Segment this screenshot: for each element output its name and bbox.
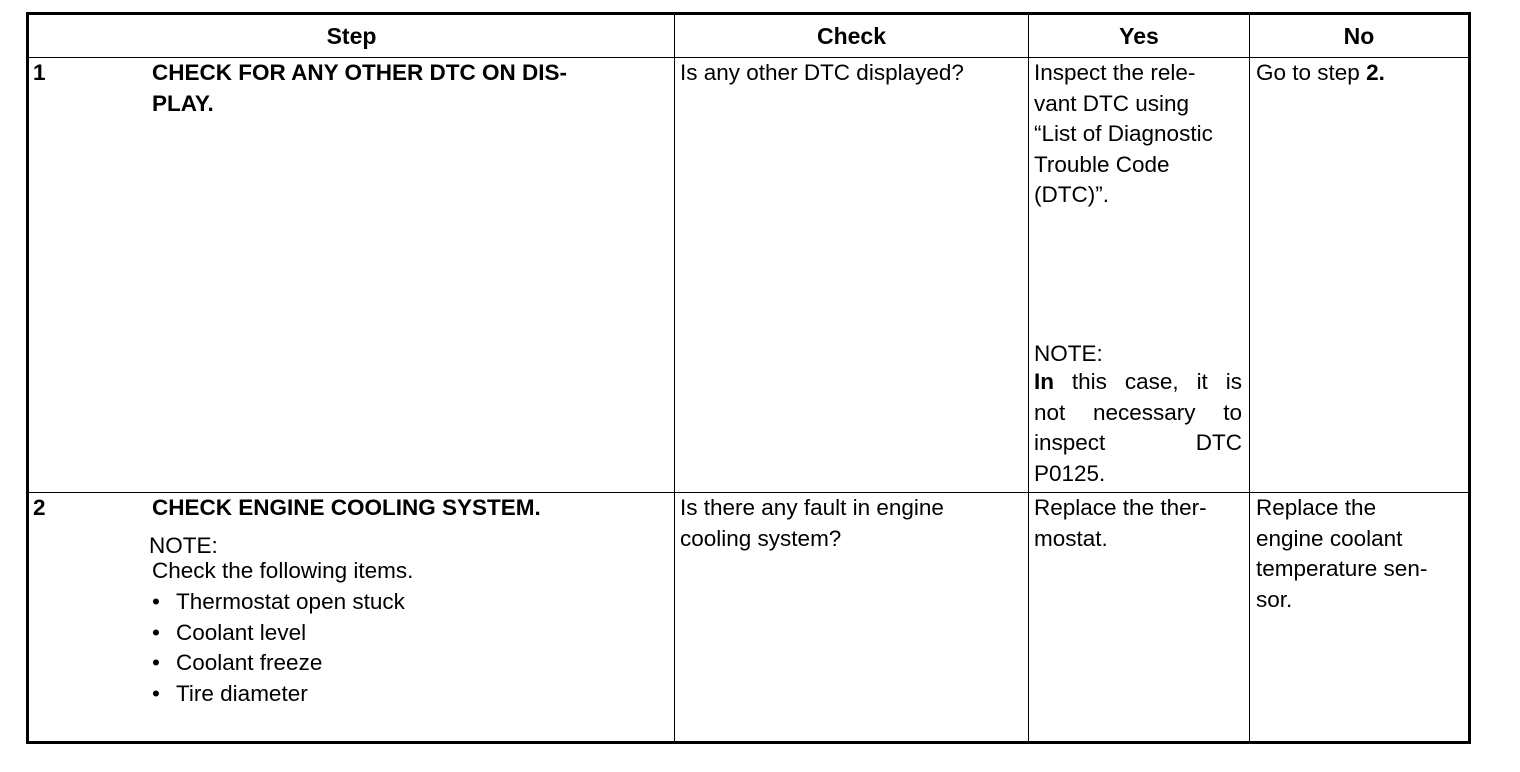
note-word: case, xyxy=(1124,369,1179,394)
header-step: Step xyxy=(326,23,377,49)
bullet-icon: • xyxy=(152,650,160,675)
justified-line xyxy=(1034,367,1242,398)
no-action: Replace the engine coolant temperature sen- sor. xyxy=(1256,495,1428,612)
note-word: inspect xyxy=(1034,430,1106,455)
note-word: it xyxy=(1196,369,1208,394)
no-action-step: 2. xyxy=(1366,60,1385,85)
step-title: CHECK FOR ANY OTHER DTC ON DIS- PLAY. xyxy=(152,60,568,116)
check-items-list xyxy=(152,587,662,709)
diagnostic-table xyxy=(26,12,1471,744)
step-title: CHECK ENGINE COOLING SYSTEM. xyxy=(152,495,541,520)
bullet-icon: • xyxy=(152,680,160,706)
list-item-label: Thermostat open stuck xyxy=(176,589,405,614)
column-divider xyxy=(1028,15,1029,741)
note-intro: Check the following items. xyxy=(152,558,414,583)
note-label: NOTE: xyxy=(149,533,218,558)
check-question: Is any other DTC displayed? xyxy=(680,60,964,85)
header-no: No xyxy=(1343,23,1375,49)
header-yes: Yes xyxy=(1119,23,1159,49)
no-action xyxy=(1256,58,1466,89)
column-divider xyxy=(674,15,675,741)
list-item xyxy=(152,679,662,710)
column-divider xyxy=(1249,15,1250,741)
yes-action: Inspect the rele- vant DTC using “List of Diagnostic Trouble Code (DTC)”. xyxy=(1034,60,1213,207)
check-question: Is there any fault in engine cooling system? xyxy=(680,495,944,551)
no-action-prefix: Go to step xyxy=(1256,60,1367,85)
bullet-icon: • xyxy=(152,619,160,645)
justified-line xyxy=(1034,428,1242,459)
step-number: 1 xyxy=(33,60,46,85)
note-last-line: P0125. xyxy=(1034,460,1106,486)
header-check: Check xyxy=(816,23,887,49)
note-word: In xyxy=(1034,369,1054,394)
step-number: 2 xyxy=(33,495,46,520)
list-item-label: Coolant level xyxy=(176,619,307,645)
bullet-icon: • xyxy=(152,589,160,614)
note-word: necessary xyxy=(1092,399,1196,425)
list-item-label: Coolant freeze xyxy=(176,650,323,675)
list-item xyxy=(152,648,662,679)
note-word: is xyxy=(1225,369,1242,394)
note-word: DTC xyxy=(1195,430,1242,455)
note-word: not xyxy=(1034,399,1066,425)
justified-line xyxy=(1034,398,1242,429)
note-label: NOTE: xyxy=(1034,341,1103,366)
yes-action: Replace the ther- mostat. xyxy=(1034,495,1207,551)
note-word: this xyxy=(1071,369,1107,394)
note-word: to xyxy=(1223,399,1242,425)
list-item xyxy=(152,618,662,649)
yes-note-text xyxy=(1034,367,1242,489)
list-item xyxy=(152,587,662,618)
list-item-label: Tire diameter xyxy=(176,680,308,706)
